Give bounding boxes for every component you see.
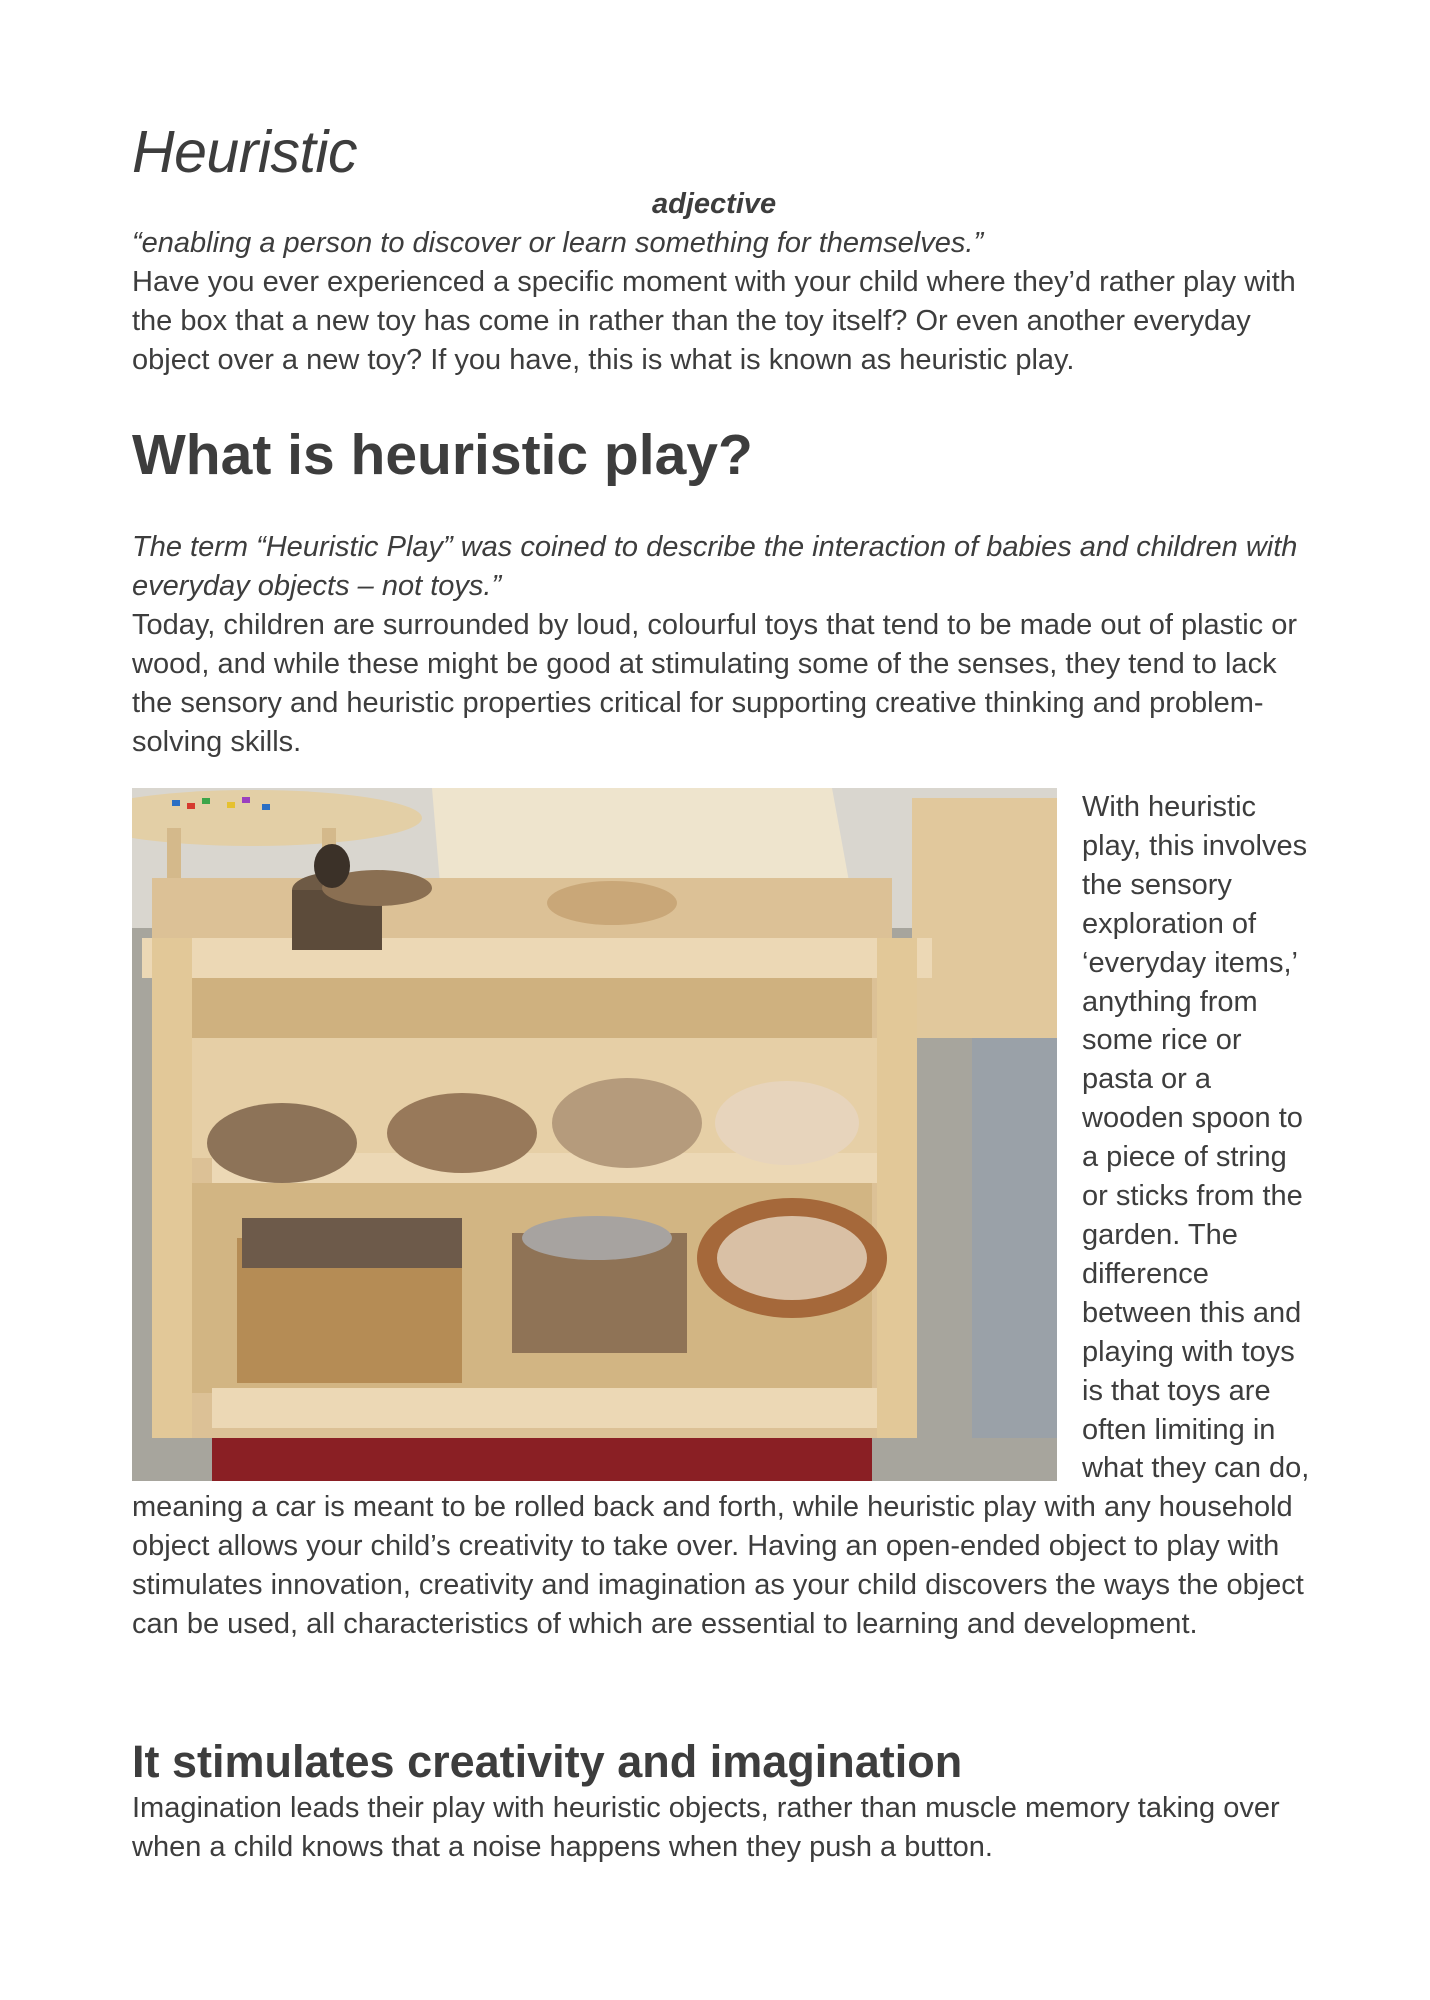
coined-quote: The term “Heuristic Play” was coined to describe the interaction of babies and children with everyday objects – not toys.” [132, 531, 1298, 602]
wrapped-paragraph: With heuristic play, this involves the sensory exploration of ‘everyday items,’ anything from some rice or pasta or a wooden spoon to a piece of string or sticks from the garden. The difference between this and playing with toys is that toys are often limiting in what they can do, meaning a car is meant to be rolled back and forth, while heuristic play with any household object allows your child’s creativity to take over. Having an open-ended object to play with stimulates innovation, creativity and imagination as your child discovers the ways the object can be used, all characteristics of which are essential to learning and development. [132, 791, 1310, 1641]
wrapped-text-with-photo [132, 788, 1312, 1644]
intro-paragraph: Have you ever experienced a specific moment with your child where they’d rather play with the box that a new toy has come in rather than the toy itself? Or even another everyday object over a new toy? If you have, this is what is known as heuristic play. [132, 266, 1296, 376]
section-heading-creativity: It stimulates creativity and imagination [132, 1736, 963, 1787]
word-title: Heuristic [132, 119, 357, 185]
imagination-paragraph: Imagination leads their play with heuristic objects, rather than muscle memory taking over when a child knows that a noise happens when they push a button. [132, 1792, 1280, 1863]
shelf-photo-illustration [132, 788, 1057, 1481]
section-heading-what-is: What is heuristic play? [132, 423, 753, 487]
definition: “enabling a person to discover or learn something for themselves.” [132, 227, 984, 259]
today-paragraph: Today, children are surrounded by loud, colourful toys that tend to be made out of plastic or wood, and while these might be good at stimulating some of the senses, they tend to lack the sensory and heuristic properties critical for supporting creative thinking and problem-solving skills. [132, 609, 1297, 758]
part-of-speech: adjective [652, 188, 777, 220]
shelf-photo [132, 788, 1057, 1481]
